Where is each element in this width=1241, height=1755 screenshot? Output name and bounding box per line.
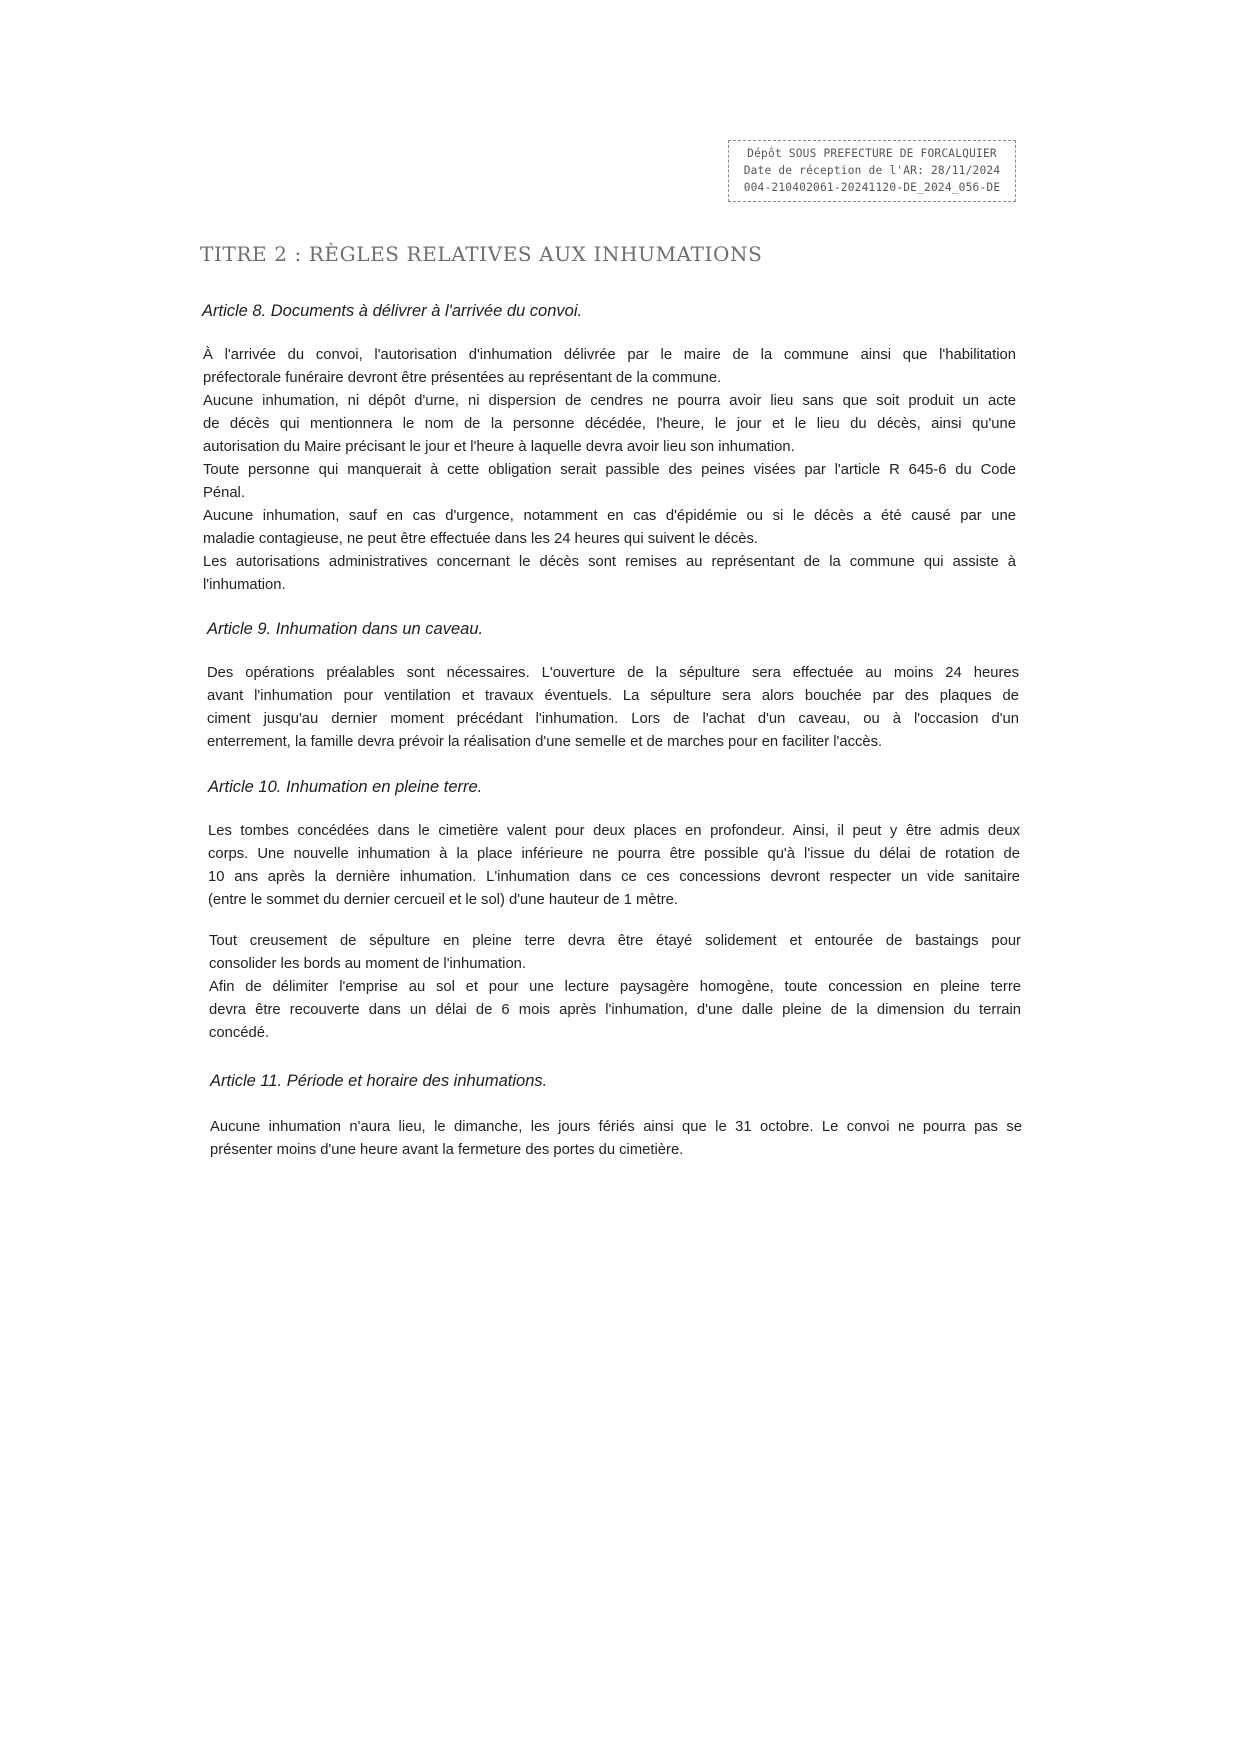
text-line: Aucune inhumation n'aura lieu, le dimanche, les jours fériés ainsi que le 31 octobre. Le convoi ne pourra pas se — [210, 1119, 1022, 1135]
stamp-line: 004-210402061-20241120-DE_2024_056-DE — [743, 181, 1001, 194]
text-line: de décès qui mentionnera le nom de la personne décédée, l'heure, le jour et le lieu du décès, ainsi qu'une — [203, 416, 1016, 432]
text-line: devra être recouverte dans un délai de 6 mois après l'inhumation, d'une dalle pleine de la dimension du terrain — [209, 1002, 1021, 1018]
text-line: Aucune inhumation, sauf en cas d'urgence, notamment en cas d'épidémie ou si le décès a été causé par une — [203, 508, 1016, 524]
text-line: (entre le sommet du dernier cercueil et le sol) d'une hauteur de 1 mètre. — [208, 892, 678, 908]
article-heading: Article 8. Documents à délivrer à l'arrivée du convoi. — [202, 302, 583, 320]
text-line: autorisation du Maire précisant le jour et l'heure à laquelle devra avoir lieu son inhumation. — [203, 439, 795, 455]
text-line: préfectorale funéraire devront être présentées au représentant de la commune. — [203, 370, 722, 386]
text-line: Les tombes concédées dans le cimetière valent pour deux places en profondeur. Ainsi, il peut y être admis deux — [208, 823, 1020, 839]
reception-stamp — [728, 140, 1016, 202]
text-line: maladie contagieuse, ne peut être effectuée dans les 24 heures qui suivent le décès. — [203, 531, 758, 547]
text-line: Aucune inhumation, ni dépôt d'urne, ni dispersion de cendres ne pourra avoir lieu sans que soit produit un acte — [203, 393, 1016, 409]
text-line: Toute personne qui manquerait à cette obligation serait passible des peines visées par l'article R 645-6 du Code — [203, 462, 1016, 478]
text-line: 10 ans après la dernière inhumation. L'inhumation dans ce ces concessions devront respecter un vide sanitaire — [208, 869, 1020, 885]
article-paragraph — [207, 662, 1019, 754]
article-heading: Article 9. Inhumation dans un caveau. — [207, 620, 484, 638]
text-line: corps. Une nouvelle inhumation à la place inférieure ne pourra être possible qu'à l'issue du délai de rotation de — [208, 846, 1020, 862]
text-line: Afin de délimiter l'emprise au sol et pour une lecture paysagère homogène, toute concession en pleine terre — [209, 979, 1021, 995]
article-paragraph — [210, 1116, 1022, 1162]
text-line: Tout creusement de sépulture en pleine terre devra être étayé solidement et entourée de bastaings pour — [209, 933, 1021, 949]
text-line: ciment jusqu'au dernier moment précédant l'inhumation. Lors de l'achat d'un caveau, ou à l'occasion d'un — [207, 711, 1019, 727]
text-line: À l'arrivée du convoi, l'autorisation d'inhumation délivrée par le maire de la commune ainsi que l'habilitation — [203, 347, 1016, 363]
text-line: consolider les bords au moment de l'inhumation. — [209, 956, 527, 972]
document-title: TITRE 2 : RÈGLES RELATIVES AUX INHUMATIONS — [200, 242, 763, 266]
stamp-line: Date de réception de l'AR: 28/11/2024 — [743, 164, 1001, 177]
text-line: enterrement, la famille devra prévoir la réalisation d'une semelle et de marches pour en faciliter l'accès. — [207, 734, 883, 750]
text-line: Pénal. — [203, 485, 245, 501]
text-line: présenter moins d'une heure avant la fermeture des portes du cimetière. — [210, 1142, 684, 1158]
text-line: concédé. — [209, 1025, 270, 1041]
text-line: Les autorisations administratives concernant le décès sont remises au représentant de la commune qui assiste à — [203, 554, 1016, 570]
stamp-line: Dépôt SOUS PREFECTURE DE FORCALQUIER — [747, 147, 997, 160]
article-paragraph — [209, 930, 1021, 1045]
article-paragraph — [203, 344, 1016, 597]
text-line: avant l'inhumation pour ventilation et travaux éventuels. La sépulture sera alors bouchée par des plaques de — [207, 688, 1019, 704]
article-heading: Article 11. Période et horaire des inhumations. — [210, 1072, 548, 1090]
article-paragraph — [208, 820, 1020, 912]
article-heading: Article 10. Inhumation en pleine terre. — [208, 778, 483, 796]
text-line: l'inhumation. — [203, 577, 286, 593]
text-line: Des opérations préalables sont nécessaires. L'ouverture de la sépulture sera effectuée au moins 24 heures — [207, 665, 1019, 681]
